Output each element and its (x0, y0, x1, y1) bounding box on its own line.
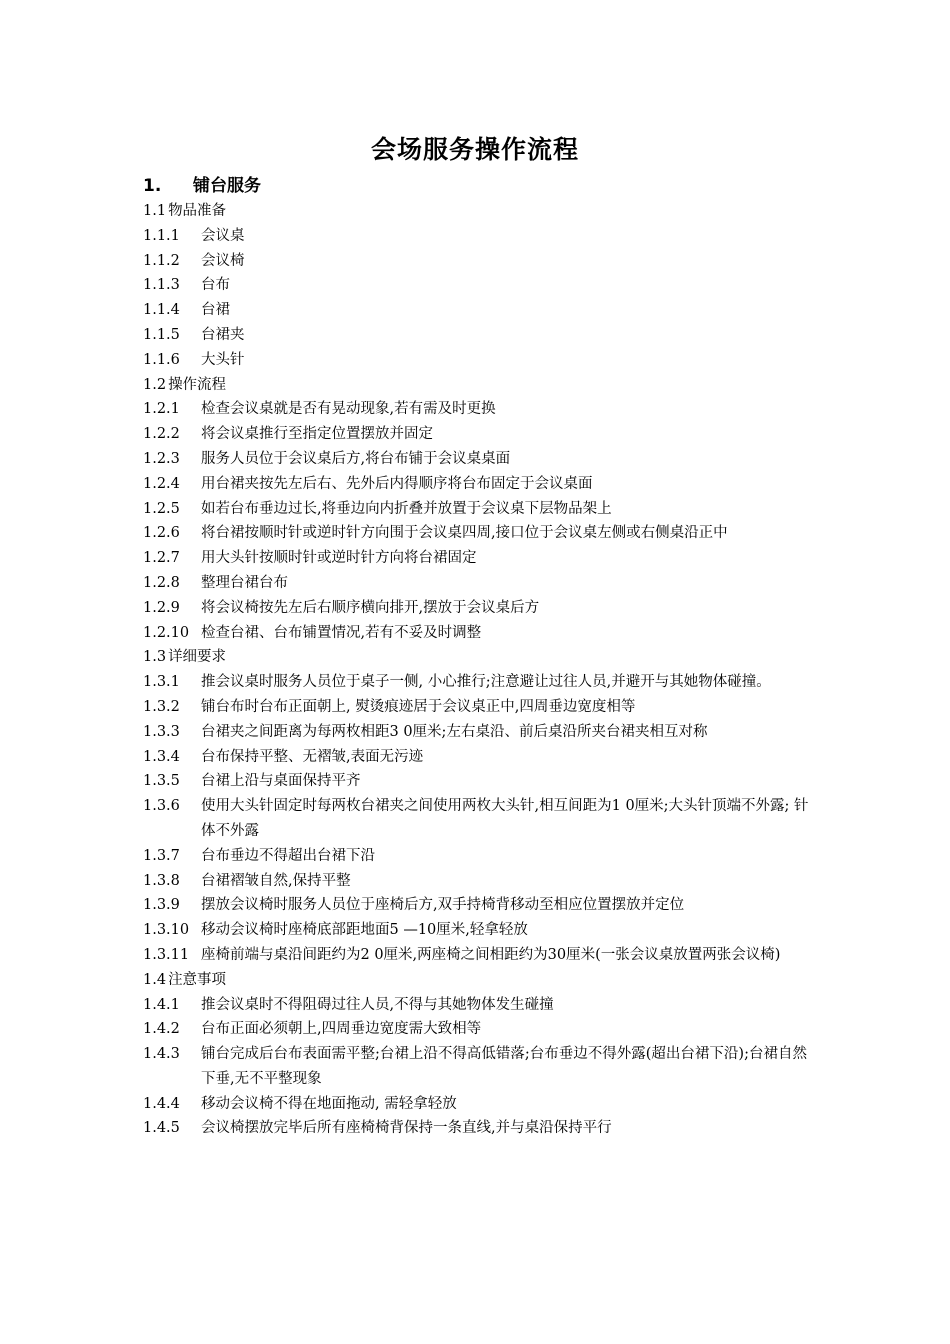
list-item (143, 1017, 813, 1042)
list-item (143, 472, 813, 497)
list-item (143, 621, 813, 646)
item-text: 物品准备 (168, 203, 227, 219)
list-item (143, 596, 813, 621)
item-text: 推会议桌时不得阻碍过往人员,不得与其她物体发生碰撞 (201, 996, 554, 1013)
item-text: 用大头针按顺时针或逆时针方向将台裙固定 (201, 550, 477, 567)
list-item (143, 323, 813, 348)
item-number: 1.1 (143, 203, 167, 219)
item-text: 操作流程 (168, 376, 227, 393)
item-text: 会议桌 (201, 227, 245, 244)
item-number: 1.1.4 (143, 302, 180, 319)
item-number: 1.3.11 (143, 946, 190, 963)
item-number: 1.1.1 (143, 227, 180, 244)
item-text: 将会议椅按先左后右顺序横向排开,摆放于会议桌后方 (201, 599, 540, 616)
item-number: 1.2.1 (143, 401, 180, 418)
item-number: 1.3.1 (143, 674, 180, 691)
item-text: 注意事项 (168, 971, 227, 988)
section-title: 铺台服务 (193, 176, 261, 196)
item-text: 台裙夹 (201, 326, 245, 343)
item-number: 1.3.5 (143, 773, 180, 790)
list-item (143, 422, 813, 447)
item-text: 会议椅摆放完毕后所有座椅椅背保持一条直线,并与桌沿保持平行 (201, 1120, 612, 1137)
item-number: 1.1.3 (143, 277, 180, 294)
item-number: 1.1.5 (143, 326, 180, 343)
list-item (143, 844, 813, 869)
list-item (143, 918, 813, 943)
item-number: 1.4.5 (143, 1120, 180, 1137)
list-item (143, 993, 813, 1018)
item-number: 1.3 (143, 649, 167, 666)
item-text: 台布正面必须朝上,四周垂边宽度需大致相等 (201, 1021, 482, 1038)
list-item (143, 298, 813, 323)
item-text: 台布保持平整、无褶皱,表面无污迹 (201, 748, 424, 765)
item-text: 推会议桌时服务人员位于桌子一侧, 小心推行;注意避让过往人员,并避开与其她物体碰撞。 (201, 674, 771, 691)
item-number: 1.3.3 (143, 723, 180, 740)
item-text: 摆放会议椅时服务人员位于座椅后方,双手持椅背移动至相应位置摆放并定位 (201, 897, 685, 914)
item-text: 台裙 (201, 302, 230, 319)
item-number: 1.3.6 (143, 798, 180, 815)
item-number: 1.1.2 (143, 252, 180, 269)
subsection-heading (143, 968, 813, 993)
list-item (143, 348, 813, 373)
item-number: 1.4.2 (143, 1021, 180, 1038)
item-number: 1.2.4 (143, 475, 180, 492)
section-number: 1. (143, 176, 162, 196)
item-text: 大头针 (201, 351, 245, 368)
list-item (143, 521, 813, 546)
item-number: 1.2.6 (143, 525, 180, 542)
list-item (143, 943, 813, 968)
item-text: 将会议桌推行至指定位置摆放并固定 (201, 426, 433, 443)
item-number: 1.3.9 (143, 897, 180, 914)
list-item (143, 769, 813, 794)
subsection-heading (143, 373, 813, 398)
item-text: 移动会议椅时座椅底部距地面5 —10厘米,轻拿轻放 (201, 922, 528, 939)
item-text: 台裙夹之间距离为每两枚相距3 0厘米;左右桌沿、前后桌沿所夹台裙夹相互对称 (201, 723, 708, 740)
list-item (143, 497, 813, 522)
list-item (143, 670, 813, 695)
item-text: 台布 (201, 277, 230, 294)
item-list (143, 199, 813, 1141)
item-text: 座椅前端与桌沿间距约为2 0厘米,两座椅之间相距约为30厘米(一张会议桌放置两张会议椅) (201, 946, 781, 963)
item-text: 服务人员位于会议桌后方,将台布铺于会议桌桌面 (201, 450, 511, 467)
item-number: 1.2 (143, 376, 167, 393)
item-text: 详细要求 (168, 649, 227, 666)
item-text: 会议椅 (201, 252, 245, 269)
item-number: 1.2.8 (143, 574, 180, 591)
item-number: 1.4.1 (143, 996, 180, 1013)
item-text: 整理台裙台布 (201, 574, 288, 591)
document-title: 会场服务操作流程 (370, 135, 579, 164)
item-text: 检查台裙、台布铺置情况,若有不妥及时调整 (201, 624, 482, 641)
item-number: 1.4.3 (143, 1046, 180, 1063)
item-number: 1.2.7 (143, 550, 180, 567)
item-text: 台裙褶皱自然,保持平整 (201, 872, 351, 889)
list-item (143, 720, 813, 745)
list-item (143, 1116, 813, 1141)
item-number: 1.3.4 (143, 748, 180, 765)
subsection-heading (143, 199, 813, 224)
list-item (143, 273, 813, 298)
item-number: 1.3.10 (143, 922, 190, 939)
list-item (143, 695, 813, 720)
item-text: 铺台布时台布正面朝上, 熨烫痕迹居于会议桌正中,四周垂边宽度相等 (201, 698, 636, 715)
item-text: 使用大头针固定时每两枚台裙夹之间使用两枚大头针,相互间距为1 0厘米;大头针顶端不外露; 针体不外露 (201, 798, 809, 839)
list-item (143, 794, 813, 844)
subsection-heading (143, 645, 813, 670)
item-number: 1.2.9 (143, 599, 180, 616)
item-number: 1.3.2 (143, 698, 180, 715)
item-number: 1.3.8 (143, 872, 180, 889)
item-text: 移动会议椅不得在地面拖动, 需轻拿轻放 (201, 1095, 457, 1112)
item-number: 1.2.2 (143, 426, 180, 443)
item-text: 如若台布垂边过长,将垂边向内折叠并放置于会议桌下层物品架上 (201, 500, 612, 517)
item-text: 台布垂边不得超出台裙下沿 (201, 847, 375, 864)
section-heading (143, 173, 813, 199)
item-text: 台裙上沿与桌面保持平齐 (201, 773, 361, 790)
list-item (143, 571, 813, 596)
list-item (143, 869, 813, 894)
list-item (143, 224, 813, 249)
item-number: 1.4 (143, 971, 167, 988)
item-text: 用台裙夹按先左后右、先外后内得顺序将台布固定于会议桌面 (201, 475, 593, 492)
list-item (143, 546, 813, 571)
list-item (143, 893, 813, 918)
list-item (143, 249, 813, 274)
item-number: 1.3.7 (143, 847, 180, 864)
item-number: 1.2.3 (143, 450, 180, 467)
list-item (143, 447, 813, 472)
list-item (143, 397, 813, 422)
item-number: 1.2.5 (143, 500, 180, 517)
list-item (143, 1042, 813, 1092)
item-text: 铺台完成后台布表面需平整;台裙上沿不得高低错落;台布垂边不得外露(超出台裙下沿);台裙自然下垂,无不平整现象 (201, 1046, 807, 1087)
list-item (143, 1092, 813, 1117)
item-text: 检查会议桌就是否有晃动现象,若有需及时更换 (201, 401, 496, 418)
item-number: 1.4.4 (143, 1095, 180, 1112)
item-number: 1.2.10 (143, 624, 190, 641)
item-text: 将台裙按顺时针或逆时针方向围于会议桌四周,接口位于会议桌左侧或右侧桌沿正中 (201, 525, 728, 542)
item-number: 1.1.6 (143, 351, 180, 368)
document-body (143, 173, 813, 1141)
list-item (143, 745, 813, 770)
